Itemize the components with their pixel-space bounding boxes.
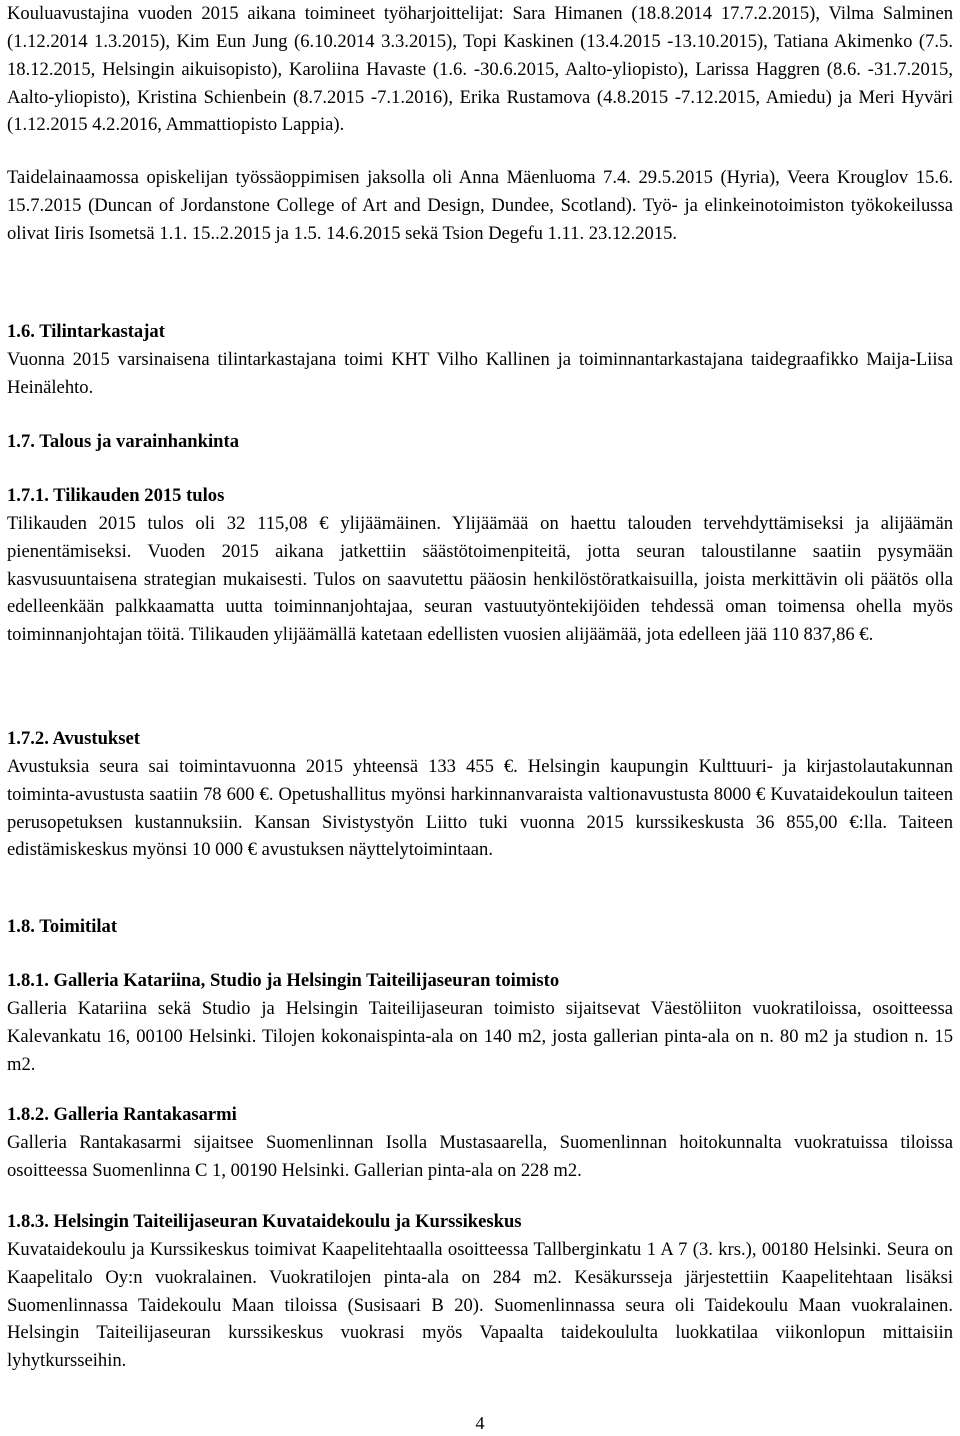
section-heading: 1.8. Toimitilat: [7, 916, 118, 937]
section-body: Galleria Rantakasarmi sijaitsee Suomenlinnan Isolla Mustasaarella, Suomenlinnan hoitokunnalta vuokratuissa tiloissa osoitteessa Suomenlinna C 1, 00190 Helsinki. Gallerian pinta-ala on 228 m2.: [7, 1131, 953, 1181]
section-art-school: [7, 1208, 953, 1375]
section-grants: [7, 725, 953, 864]
section-heading: 1.8.3. Helsingin Taiteilijaseuran Kuvataidekoulu ja Kurssikeskus: [7, 1211, 522, 1232]
section-galleria-katariina: [7, 967, 953, 1078]
section-body: Avustuksia seura sai toimintavuonna 2015 yhteensä 133 455 €. Helsingin kaupungin Kulttuuri- ja kirjastolautakunnan toiminta-avustusta saatiin 78 600 €. Opetushallitus myönsi harkinnanvaraista valtionavustusta 8000 € Kuvataidekoulun taiteen perusopetuksen kustannuksiin. Kansan Sivistystyön Liitto tuki vuonna 2015 kurssikeskusta 36 855,00 €:lla. Taiteen edistämiskeskus myönsi 10 000 € avustuksen näyttelytoimintaan.: [7, 755, 953, 861]
section-body: Tilikauden 2015 tulos oli 32 115,08 € ylijäämäinen. Ylijäämää on haettu talouden tervehdyttämiseksi ja alijäämän pienentämiseksi. Vuoden 2015 aikana jatkettiin säästötoimenpiteitä, jotta seuran taloustilanne saatiin pysymään kasvusuuntaisena strategian mukaisesti. Tulos on saavutettu pääosin henkilöstöratkaisuilla, joista merkittävin oli päätös olla edelleenkään palkkaamatta uutta toiminnanjohtajaa, seuran vastuutyöntekijöiden tehdessä oman toimensa ohella myös toiminnanjohtajan töitä. Tilikauden ylijäämällä katetaan edellisten vuosien alijäämää, jota edelleen jää 110 837,86 €.: [7, 512, 953, 646]
section-galleria-rantakasarmi: [7, 1101, 953, 1185]
section-heading: 1.6. Tilintarkastajat: [7, 321, 165, 342]
section-heading: 1.7. Talous ja varainhankinta: [7, 431, 239, 452]
section-body: Kuvataidekoulu ja Kurssikeskus toimivat Kaapelitehtaalla osoitteessa Tallberginkatu 1 A 7 (3. krs.), 00180 Helsinki. Seura on Kaapelitalo Oy:n vuokralainen. Vuokratilojen pinta-ala on 284 m2. Kesäkursseja järjestettiin Kaapelitehtaan lisäksi Suomenlinnassa Taidekoulu Maan tiloissa (Susisaari B 20). Suomenlinnassa seura oli Taidekoulu Maan vuokralainen. Helsingin Taiteilijaseuran kurssikeskus vuokrasi myös Vapaalta taidekoululta luokkatilaa viikonlopun mittaisiin lyhytkursseihin.: [7, 1238, 953, 1372]
section-body: Vuonna 2015 varsinaisena tilintarkastajana toimi KHT Vilho Kallinen ja toiminnantarkastajana taidegraafikko Maija-Liisa Heinälehto.: [7, 348, 953, 398]
section-heading: 1.8.1. Galleria Katariina, Studio ja Helsingin Taiteilijaseuran toimisto: [7, 970, 560, 991]
intro-paragraph-2: Taidelainaamossa opiskelijan työssäoppimisen jaksolla oli Anna Mäenluoma 7.4. 29.5.2015 (Hyria), Veera Krouglov 15.6. 15.7.2015 (Duncan of Jordanstone College of Art and Design, Dundee, Scotland). Työ- ja elinkeinotoimiston työkokeilussa olivat Iiris Isometsä 1.1. 15..2.2015 ja 1.5. 14.6.2015 sekä Tsion Degefu 1.11. 23.12.2015.: [7, 167, 953, 244]
section-heading: 1.8.2. Galleria Rantakasarmi: [7, 1104, 237, 1125]
section-result: [7, 482, 953, 649]
page-number: 4: [475, 1413, 485, 1433]
section-auditors: [7, 318, 953, 402]
section-finance: [7, 428, 953, 456]
intro-paragraph: Kouluavustajina vuoden 2015 aikana toimineet työharjoittelijat: Sara Himanen (18.8.2014 17.7.2.2015), Vilma Salminen (1.12.2014 1.3.2015), Kim Eun Jung (6.10.2014 3.3.2015), Topi Kaskinen (13.4.2015 -13.10.2015), Tatiana Akimenko (7.5. 18.12.2015, Helsingin aikuisopisto), Karoliina Havaste (1.6. -30.6.2015, Aalto-yliopisto), Larissa Haggren (8.6. -31.7.2015, Aalto-yliopisto), Kristina Schienbein (8.7.2015 -7.1.2016), Erika Rustamova (4.8.2015 -7.12.2015, Amiedu) ja Meri Hyväri (1.12.2015 4.2.2016, Ammattiopisto Lappia).: [7, 3, 953, 136]
section-body: Galleria Katariina sekä Studio ja Helsingin Taiteilijaseuran toimisto sijaitsevat Väestöliiton vuokratiloissa, osoitteessa Kalevankatu 16, 00100 Helsinki. Tilojen kokonaispinta-ala on 140 m2, josta gallerian pinta-ala on n. 80 m2 ja studion n. 15 m2.: [7, 997, 953, 1075]
section-heading: 1.7.2. Avustukset: [7, 728, 140, 749]
section-heading: 1.7.1. Tilikauden 2015 tulos: [7, 485, 225, 506]
section-premises: [7, 913, 953, 941]
